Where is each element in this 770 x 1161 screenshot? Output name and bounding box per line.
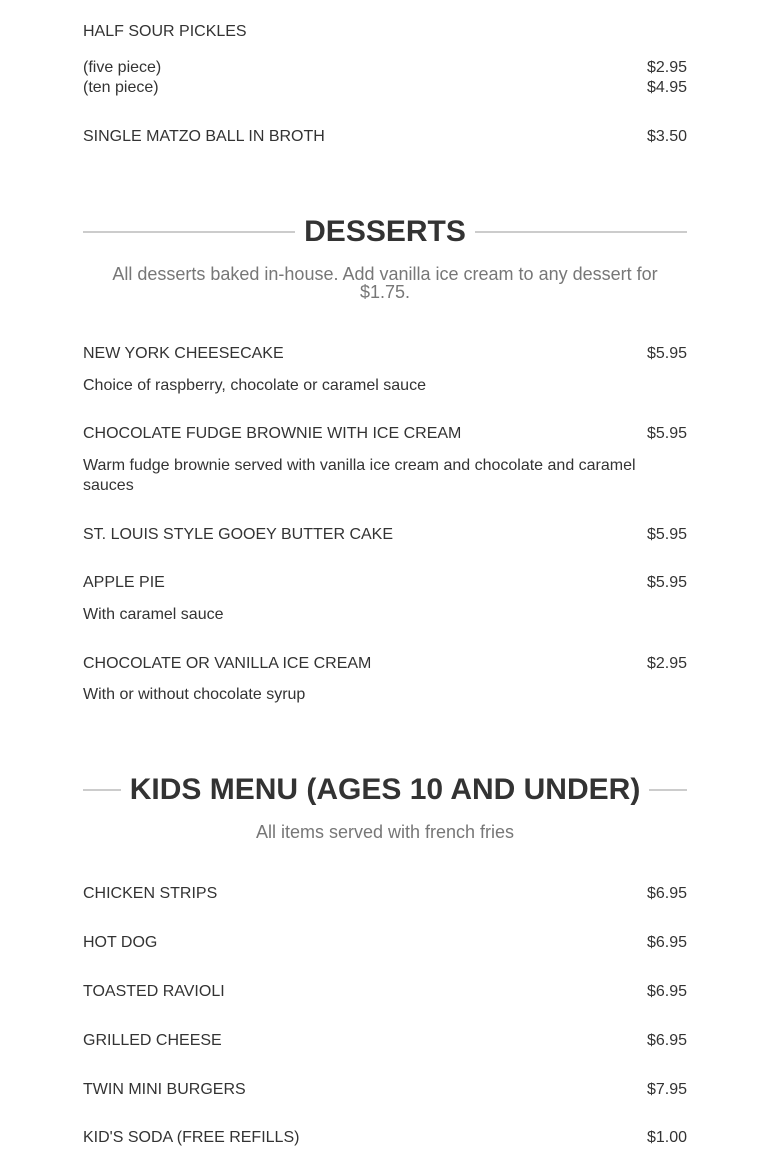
item-name: TWIN MINI BURGERS	[83, 1081, 246, 1098]
divider	[649, 789, 687, 791]
option-row	[83, 78, 687, 98]
item-name: GRILLED CHEESE	[83, 1032, 222, 1049]
option-price: $2.95	[646, 59, 687, 76]
item-name: HOT DOG	[83, 934, 158, 951]
item-description: Choice of raspberry, chocolate or caramel sauce	[83, 377, 426, 394]
item-description: With caramel sauce	[83, 606, 224, 623]
item-name: CHICKEN STRIPS	[83, 885, 218, 902]
item-description: Warm fudge brownie served with vanilla ice cream and chocolate and caramel sauces	[83, 457, 636, 494]
item-name: CHOCOLATE FUDGE BROWNIE WITH ICE CREAM	[83, 425, 462, 442]
item-description: With or without chocolate syrup	[83, 686, 306, 703]
item-price: $7.95	[646, 1081, 687, 1098]
section-heading-kids	[83, 772, 687, 808]
item-name: APPLE PIE	[83, 574, 165, 591]
item-name: KID'S SODA (FREE REFILLS)	[83, 1129, 300, 1146]
option-label: (ten piece)	[83, 79, 159, 96]
item-price: $5.95	[646, 526, 687, 543]
item-price: $5.95	[646, 425, 687, 442]
item-name: ST. LOUIS STYLE GOOEY BUTTER CAKE	[83, 526, 394, 543]
menu-item	[83, 654, 687, 674]
section-title: KIDS MENU (AGES 10 AND UNDER)	[129, 773, 641, 806]
menu-item	[83, 573, 687, 593]
menu-item-pickles	[83, 22, 687, 42]
item-price: $6.95	[646, 934, 687, 951]
menu-item	[83, 344, 687, 364]
menu-item	[83, 1080, 687, 1100]
menu-item	[83, 1128, 687, 1148]
item-name: HALF SOUR PICKLES	[83, 23, 247, 40]
menu-item	[83, 982, 687, 1002]
item-price: $6.95	[646, 1032, 687, 1049]
item-price: $1.00	[646, 1129, 687, 1146]
item-price: $5.95	[646, 574, 687, 591]
item-price: $5.95	[646, 345, 687, 362]
divider	[475, 231, 687, 233]
section-heading-desserts	[83, 214, 687, 250]
section-title: DESSERTS	[304, 215, 466, 248]
menu-item	[83, 424, 687, 444]
item-name: NEW YORK CHEESECAKE	[83, 345, 284, 362]
item-name: CHOCOLATE OR VANILLA ICE CREAM	[83, 655, 372, 672]
item-price: $6.95	[646, 885, 687, 902]
item-price: $6.95	[646, 983, 687, 1000]
divider	[83, 789, 121, 791]
divider	[83, 231, 295, 233]
menu-item	[83, 1031, 687, 1051]
section-note: All desserts baked in-house. Add vanilla ice cream to any dessert for $1.75.	[112, 264, 658, 302]
option-row	[83, 58, 687, 78]
section-note: All items served with french fries	[255, 822, 515, 842]
item-name: TOASTED RAVIOLI	[83, 983, 225, 1000]
option-price: $4.95	[646, 79, 687, 96]
item-name: SINGLE MATZO BALL IN BROTH	[83, 128, 325, 145]
item-price: $3.50	[646, 128, 687, 145]
option-label: (five piece)	[83, 59, 162, 76]
item-price: $2.95	[646, 655, 687, 672]
menu-item-matzo	[83, 127, 687, 147]
menu-item	[83, 933, 687, 953]
menu-item	[83, 884, 687, 904]
menu-item	[83, 525, 687, 545]
